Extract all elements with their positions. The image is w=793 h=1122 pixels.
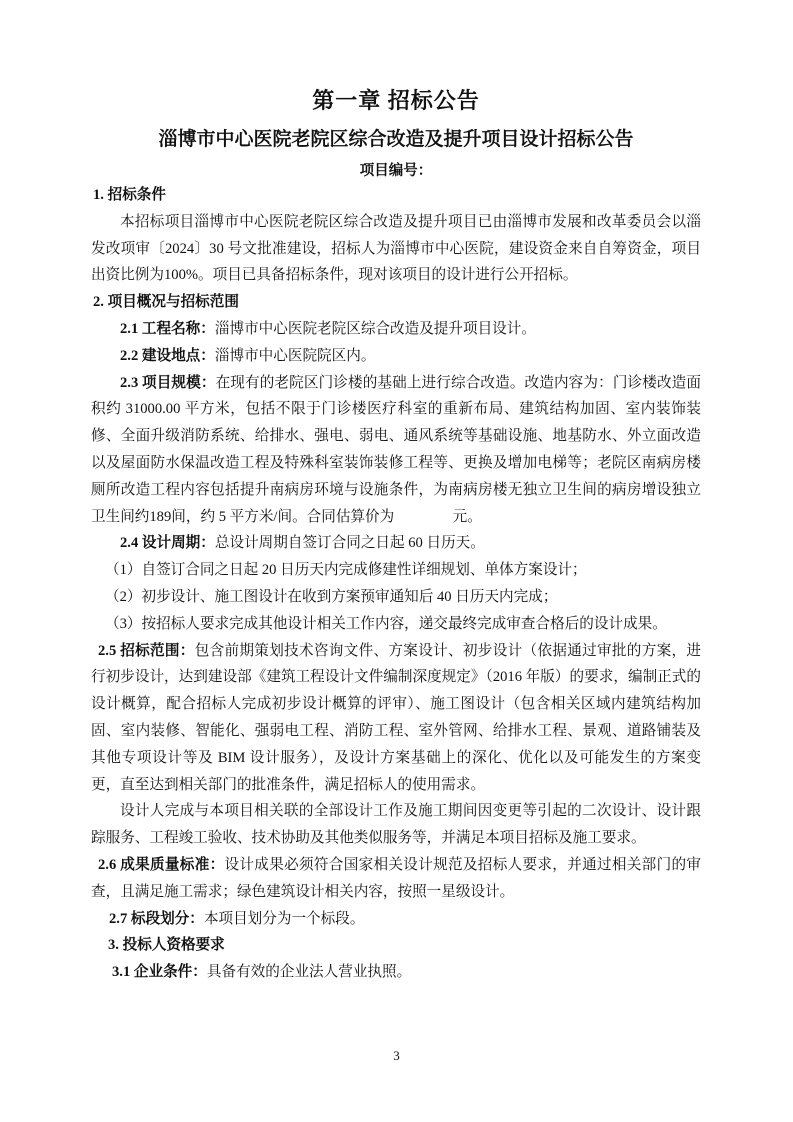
para-project-name-text: 淄博市中心医院老院区综合改造及提升项目设计。	[214, 320, 536, 337]
para-project-name	[91, 316, 701, 343]
list-item-2-text: （2）初步设计、施工图设计在收到方案预审通知后 40 日历天内完成；	[105, 588, 558, 605]
para-project-scale	[91, 370, 701, 531]
para-design-obligations-text: 设计人完成与本项目相关联的全部设计工作及施工期间因变更等引起的二次设计、设计跟踪服务、工程竣工验收、技术协助及其他类似服务等，并满足本项目招标及施工要求。	[91, 803, 701, 847]
para-project-scale-label: 2.3 项目规模：	[120, 374, 216, 391]
para-design-period-label: 2.4 设计周期：	[120, 535, 215, 552]
document-content	[91, 84, 701, 986]
list-item-3	[91, 611, 701, 638]
list-item-3-text: （3）按招标人要求完成其他设计相关工作内容，递交最终完成审查合格后的设计成果。	[105, 615, 667, 632]
chapter-title: 第一章 招标公告	[312, 88, 480, 113]
para-section-division	[91, 906, 701, 933]
page-number: 3	[393, 1048, 400, 1063]
para-enterprise-condition	[91, 959, 701, 986]
para-project-name-label: 2.1 工程名称：	[120, 320, 215, 337]
document-title: 淄博市中心医院老院区综合改造及提升项目设计招标公告	[158, 129, 634, 150]
para-bid-scope-label: 2.5 招标范围：	[98, 642, 195, 659]
para-bid-scope	[91, 638, 701, 799]
heading-bid-conditions	[91, 182, 701, 209]
para-design-obligations	[91, 798, 701, 852]
heading-project-overview-text: 2. 项目概况与招标范围	[93, 294, 239, 311]
list-item-1	[91, 557, 701, 584]
heading-bidder-qualification	[91, 932, 701, 959]
heading-bidder-qualification-text: 3. 投标人资格要求	[108, 937, 225, 954]
list-item-2	[91, 584, 701, 611]
para-enterprise-condition-text: 具备有效的企业法人营业执照。	[206, 964, 412, 981]
para-project-approval-text: 本招标项目淄博市中心医院老院区综合改造及提升项目已由淄博市发展和改革委员会以淄发改项审〔2024〕30 号文批准建设，招标人为淄博市中心医院，建设资金来自自筹资金，项目出资比例为100%。项目已具备招标条件，现对该项目的设计进行公开招标。	[91, 213, 701, 284]
para-quality-standard-text: 设计成果必须符合国家相关设计规范及招标人要求，并通过相关部门的审查，且满足施工需求；绿色建筑设计相关内容，按照一星级设计。	[91, 856, 701, 900]
para-section-division-text: 本项目划分为一个标段。	[203, 910, 365, 927]
para-project-scale-text: 在现有的老院区门诊楼的基础上进行综合改造。改造内容为：门诊楼改造面积约 31000.00 平方米，包括不限于门诊楼医疗科室的重新布局、建筑结构加固、室内装饰装修、全面升级消防系统、给排水、强电、弱电、通风系统等基础设施、地基防水、外立面改造以及屋面防水保温改造工程及特殊科室装饰装修工程等、更换及增加电梯等；老院区南病房楼厕所改造工程内容包括提升南病房环境与设施条件，为南病房楼无独立卫生间的病房增设独立卫生间约189间，约 5 平方米/间。合同估算价为 元。	[91, 374, 701, 525]
para-section-division-label: 2.7 标段划分：	[109, 910, 204, 927]
para-quality-standard-label: 2.6 成果质量标准：	[98, 856, 225, 873]
para-quality-standard	[91, 852, 701, 906]
heading-project-overview	[91, 289, 701, 316]
para-project-approval	[91, 209, 701, 289]
heading-bid-conditions-text: 1. 招标条件	[93, 187, 166, 203]
para-design-period-text: 总设计周期自签订合同之日起 60 日历天。	[214, 535, 485, 552]
para-enterprise-condition-label: 3.1 企业条件：	[112, 964, 207, 981]
para-construction-site-label: 2.2 建设地点：	[120, 347, 215, 364]
para-design-period	[91, 530, 701, 557]
para-construction-site	[91, 343, 701, 370]
project-number-label: 项目编号：	[359, 163, 433, 179]
para-construction-site-text: 淄博市中心医院院区内。	[214, 347, 376, 364]
para-bid-scope-text: 包含前期策划技术咨询文件、方案设计、初步设计（依据通过审批的方案，进行初步设计，达到建设部《建筑工程设计文件编制深度规定》（2016 年版）的要求，编制正式的设计概算，配合招标人完成初步设计概算的评审）、施工图设计（包含相关区域内建筑结构加固、室内装修、智能化、强弱电工程、消防工程、室外管网、给排水工程、景观、道路铺装及其他专项设计等及 BIM 设计服务），及设计方案基础上的深化、优化以及可能发生的方案变更，直至达到相关部门的批准条件，满足招标人的使用需求。	[91, 642, 701, 793]
list-item-1-text: （1）自签订合同之日起 20 日历天内完成修建性详细规划、单体方案设计；	[105, 562, 587, 579]
